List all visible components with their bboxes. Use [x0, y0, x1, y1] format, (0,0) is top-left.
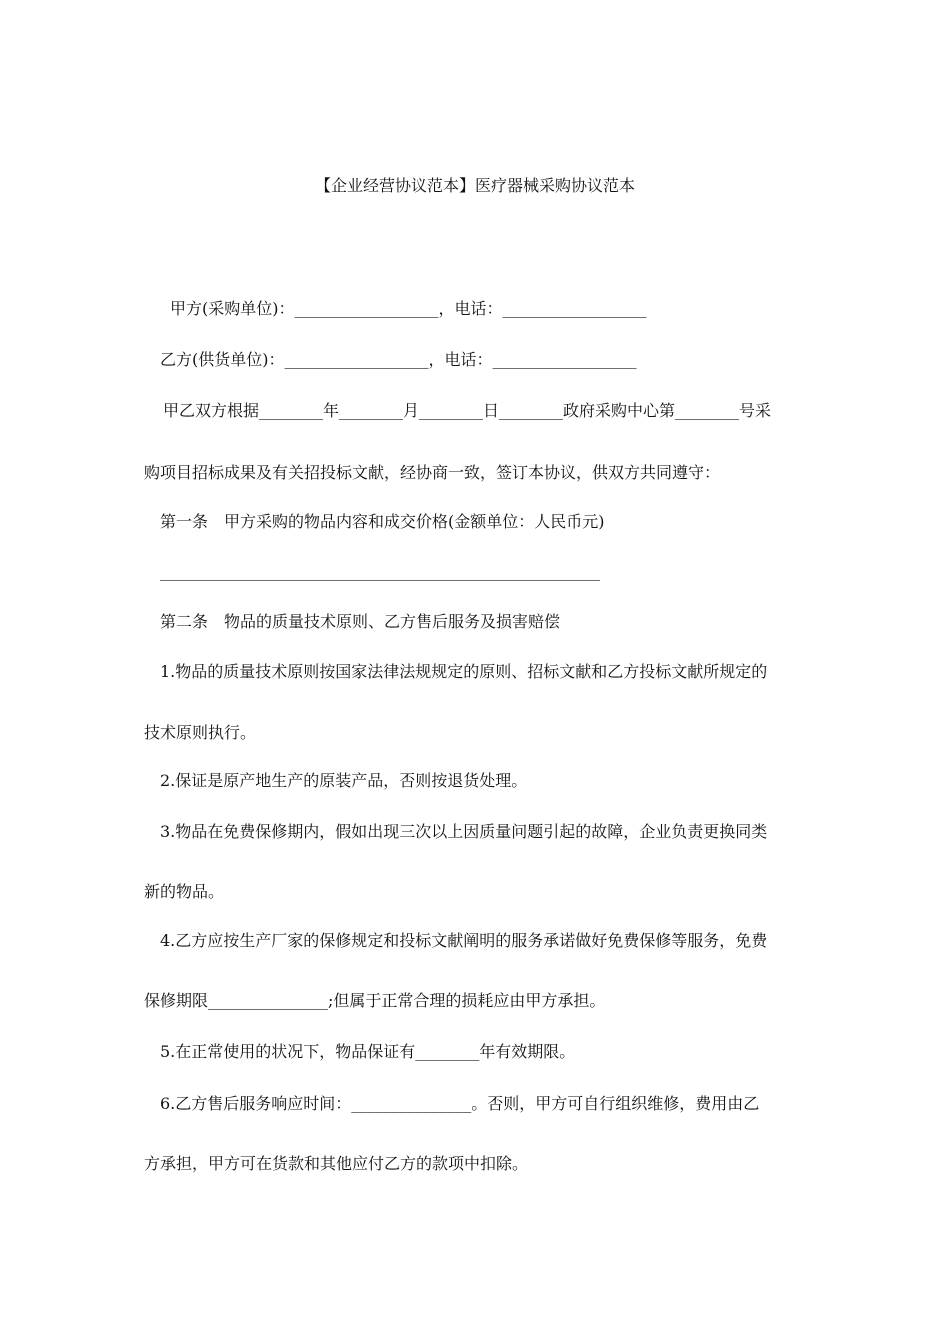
basis-line-continued: 购项目招标成果及有关招投标文献，经协商一致，签订本协议，供双方共同遵守： [144, 463, 721, 482]
clause-1: 1.物品的质量技术原则按国家法律法规规定的原则、招标文献和乙方投标文献所规定的 [160, 662, 768, 681]
party-a-line: 甲方(采购单位)：__________________，电话：__________________ [170, 299, 647, 318]
clause-6-continued: 方承担，甲方可在货款和其他应付乙方的款项中扣除。 [144, 1154, 529, 1173]
article-1-blank: _______________________________________________________ [160, 562, 600, 581]
clause-5: 5.在正常使用的状况下，物品保证有________年有效期限。 [160, 1042, 576, 1061]
basis-line: 甲乙双方根据________年________月________日________政府采购中心第________号采 [163, 401, 772, 420]
party-b-line: 乙方(供货单位)：__________________，电话：__________________ [160, 350, 637, 369]
clause-4-continued: 保修期限_______________;但属于正常合理的损耗应由甲方承担。 [144, 991, 606, 1010]
article-2-heading: 第二条 物品的质量技术原则、乙方售后服务及损害赔偿 [160, 612, 561, 631]
clause-3: 3.物品在免费保修期内，假如出现三次以上因质量问题引起的故障，企业负责更换同类 [160, 822, 768, 841]
document-title: 【企业经营协议范本】医疗器械采购协议范本 [314, 176, 635, 195]
clause-1-continued: 技术原则执行。 [144, 723, 257, 742]
clause-2: 2.保证是原产地生产的原装产品，否则按退货处理。 [160, 771, 528, 790]
clause-6: 6.乙方售后服务响应时间：_______________。否则，甲方可自行组织维修，费用由乙 [160, 1094, 760, 1113]
clause-3-continued: 新的物品。 [144, 882, 225, 901]
clause-4: 4.乙方应按生产厂家的保修规定和投标文献阐明的服务承诺做好免费保修等服务，免费 [160, 931, 768, 950]
article-1-heading: 第一条 甲方采购的物品内容和成交价格(金额单位：人民币元) [160, 512, 605, 531]
